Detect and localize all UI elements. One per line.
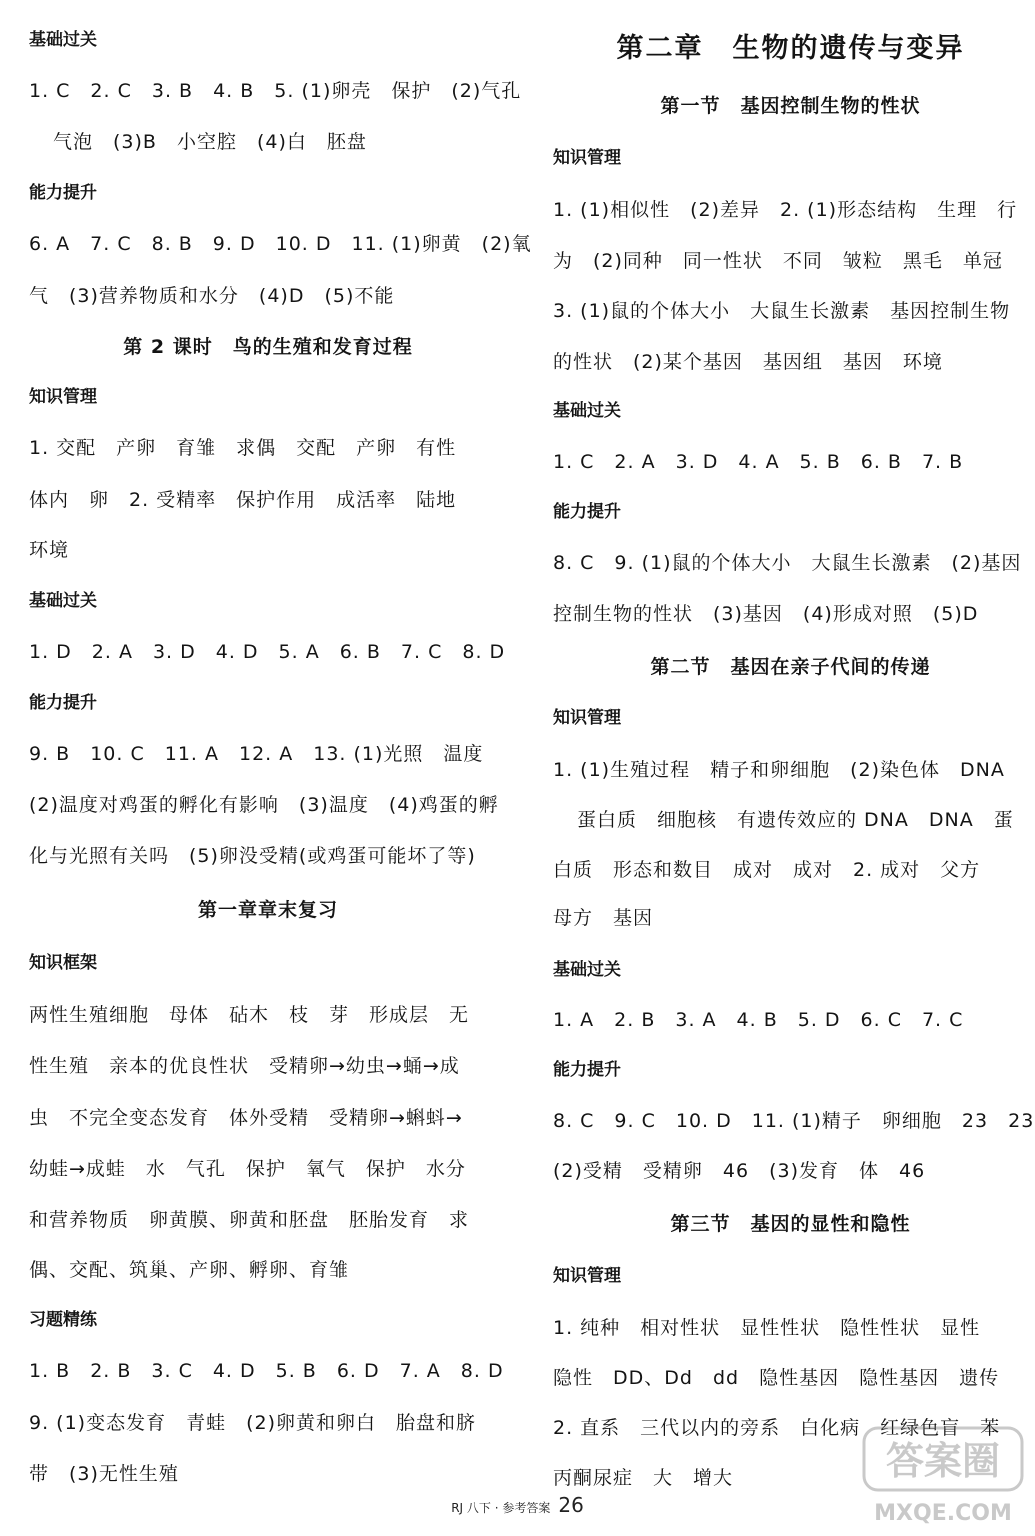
answer-line: 虫 不完全变态发育 体外受精 受精卵→蝌蚪→ — [29, 1107, 463, 1129]
answer-line: 6. A 7. C 8. B 9. D 10. D 11. (1)卵黄 (2)氧 — [29, 233, 532, 255]
section-heading: 知识管理 — [553, 708, 621, 728]
answer-line: 1. (1)相似性 (2)差异 2. (1)形态结构 生理 行 — [553, 199, 1018, 221]
answer-line: 1. (1)生殖过程 精子和卵细胞 (2)染色体 DNA — [553, 759, 1005, 781]
section-heading: 知识管理 — [553, 1266, 621, 1286]
answer-line: 1. A 2. B 3. A 4. B 5. D 6. C 7. C — [553, 1009, 964, 1031]
answer-line: 性生殖 亲本的优良性状 受精卵→幼虫→蛹→成 — [29, 1055, 460, 1077]
answer-line: 8. C 9. C 10. D 11. (1)精子 卵细胞 23 23 — [553, 1110, 1035, 1132]
answer-line: 控制生物的性状 (3)基因 (4)形成对照 (5)D — [553, 603, 979, 625]
answer-line: 化与光照有关吗 (5)卵没受精(或鸡蛋可能坏了等) — [29, 845, 476, 867]
answer-line: 1. D 2. A 3. D 4. D 5. A 6. B 7. C 8. D — [29, 641, 506, 663]
answer-line: 1. C 2. C 3. B 4. B 5. (1)卵壳 保护 (2)气孔 — [29, 80, 522, 102]
page-footer — [0, 1491, 1035, 1522]
answer-line: 为 (2)同种 同一性状 不同 皱粒 黑毛 单冠 — [553, 250, 1003, 272]
section-heading: 能力提升 — [29, 693, 97, 713]
section-heading: 知识管理 — [553, 148, 621, 168]
section-heading: 知识管理 — [29, 387, 97, 407]
answer-line: 9. (1)变态发育 青蛙 (2)卵黄和卵白 胎盘和脐 — [29, 1412, 476, 1434]
section-heading: 基础过关 — [29, 591, 97, 611]
answer-line: 1. B 2. B 3. C 4. D 5. B 6. D 7. A 8. D — [29, 1360, 504, 1382]
answer-line: 蛋白质 细胞核 有遗传效应的 DNA DNA 蛋 — [577, 809, 1014, 831]
section-heading: 知识框架 — [29, 953, 97, 973]
answer-line: 环境 — [29, 539, 70, 561]
footer-label: RJ 八下 · 参考答案 — [451, 1501, 551, 1515]
section-heading: 基础过关 — [553, 401, 621, 421]
section-heading: 能力提升 — [553, 502, 621, 522]
answer-line: 体内 卵 2. 受精率 保护作用 成活率 陆地 — [29, 489, 457, 511]
answer-line: 偶、交配、筑巢、产卵、孵卵、育雏 — [29, 1259, 350, 1281]
answer-line: 两性生殖细胞 母体 砧木 枝 芽 形成层 无 — [29, 1004, 470, 1026]
answer-line: 2. 直系 三代以内的旁系 白化病 红绿色盲 苯 — [553, 1417, 1001, 1439]
answer-line: (2)受精 受精卵 46 (3)发育 体 46 — [553, 1160, 926, 1182]
section-heading: 基础过关 — [553, 960, 621, 980]
lesson-title: 第二节 基因在亲子代间的传递 — [650, 656, 931, 678]
answer-line: 1. 纯种 相对性状 显性性状 隐性性状 显性 — [553, 1317, 981, 1339]
section-heading: 能力提升 — [553, 1060, 621, 1080]
answer-line: 白质 形态和数目 成对 成对 2. 成对 父方 — [553, 859, 981, 881]
answer-line: 母方 基因 — [553, 907, 654, 929]
answer-line: 气 (3)营养物质和水分 (4)D (5)不能 — [29, 285, 395, 307]
answer-line: 1. C 2. A 3. D 4. A 5. B 6. B 7. B — [553, 451, 964, 473]
answer-line: 8. C 9. (1)鼠的个体大小 大鼠生长激素 (2)基因 — [553, 552, 1022, 574]
lesson-title: 第一章章末复习 — [197, 899, 338, 921]
answer-line: 气泡 (3)B 小空腔 (4)白 胚盘 — [53, 131, 367, 153]
answer-line: 1. 交配 产卵 育雏 求偶 交配 产卵 有性 — [29, 437, 457, 459]
answer-line: 3. (1)鼠的个体大小 大鼠生长激素 基因控制生物 — [553, 300, 1011, 322]
answer-line: 带 (3)无性生殖 — [29, 1463, 179, 1485]
lesson-title: 第二章 生物的遗传与变异 — [616, 33, 965, 64]
answer-line: 的性状 (2)某个基因 基因组 基因 环境 — [553, 351, 943, 373]
answer-line: (2)温度对鸡蛋的孵化有影响 (3)温度 (4)鸡蛋的孵 — [29, 794, 499, 816]
watermark-url: MXQE.COM — [874, 1501, 1012, 1526]
section-heading: 习题精练 — [29, 1310, 97, 1330]
answer-line: 幼蛙→成蛙 水 气孔 保护 氧气 保护 水分 — [29, 1158, 466, 1180]
answer-line: 隐性 DD、Dd dd 隐性基因 隐性基因 遗传 — [553, 1367, 1000, 1389]
page-number: 26 — [558, 1493, 584, 1517]
lesson-title: 第 2 课时 鸟的生殖和发育过程 — [123, 336, 413, 358]
section-heading: 基础过关 — [29, 30, 97, 50]
lesson-title: 第一节 基因控制生物的性状 — [660, 95, 921, 117]
watermark-title: 答案圈 — [885, 1439, 1001, 1483]
answer-line: 丙酮尿症 大 增大 — [553, 1467, 734, 1489]
answer-line: 和营养物质 卵黄膜、卵黄和胚盘 胚胎发育 求 — [29, 1209, 470, 1231]
answer-line: 9. B 10. C 11. A 12. A 13. (1)光照 温度 — [29, 743, 484, 765]
section-heading: 能力提升 — [29, 183, 97, 203]
lesson-title: 第三节 基因的显性和隐性 — [670, 1213, 911, 1235]
